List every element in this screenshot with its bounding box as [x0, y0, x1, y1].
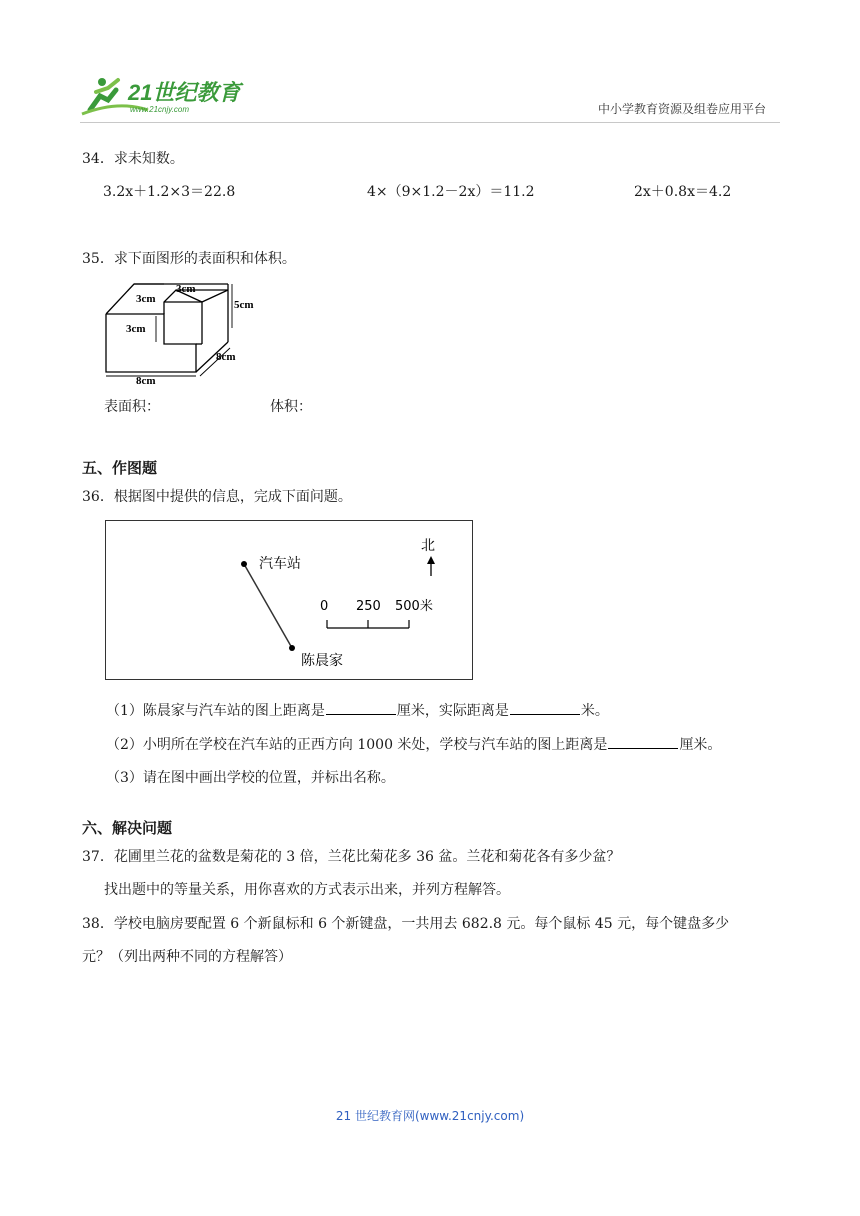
dim-label-2: 3cm	[176, 283, 196, 295]
q36-p1-text-c: 米。	[580, 703, 609, 719]
cuboid-figure	[104, 278, 264, 386]
scale-label-250: 250	[356, 599, 381, 614]
q37-line-1: 37．花圃里兰花的盆数是菊花的 3 倍，兰花比菊花多 36 盆。兰花和菊花各有多少盆？	[82, 849, 621, 865]
q36-p2-text-a: （2）小明所在学校在汽车站的正西方向 1000 米处，学校与汽车站的图上距离是	[106, 737, 608, 753]
station-label: 汽车站	[259, 556, 301, 572]
home-label: 陈晨家	[301, 653, 343, 669]
q34-equation-2: 4×（9×1.2－2x）＝11.2	[367, 184, 535, 200]
section-5-heading: 五、作图题	[82, 459, 158, 477]
answer-blank-1[interactable]	[326, 702, 396, 715]
dim-label-5: 8cm	[216, 351, 236, 363]
scale-label-500: 500米	[395, 599, 433, 614]
q34-equation-1: 3.2x＋1.2×3＝22.8	[103, 184, 236, 200]
site-logo	[78, 70, 258, 118]
station-point	[241, 561, 247, 567]
map-figure	[105, 520, 473, 680]
section-6-heading: 六、解决问题	[82, 819, 173, 837]
q35-title: 35．求下面图形的表面积和体积。	[82, 251, 296, 267]
q36-part-1	[106, 700, 609, 720]
answer-blank-2[interactable]	[510, 702, 580, 715]
dim-label-4: 5cm	[234, 299, 254, 311]
header-divider	[80, 122, 780, 123]
dim-label-6: 8cm	[136, 375, 156, 386]
home-point	[289, 645, 295, 651]
logo-url: www.21cnjy.com	[130, 105, 189, 114]
footer-link[interactable]: 21 世纪教育网(www.21cnjy.com)	[335, 1109, 525, 1123]
q34-title: 34．求未知数。	[82, 151, 184, 167]
q36-p2-text-b: 厘米。	[679, 737, 722, 753]
logo-text: 21世纪教育	[128, 80, 241, 105]
q36-part-2	[106, 734, 721, 754]
q36-title: 36．根据图中提供的信息，完成下面问题。	[82, 489, 352, 505]
platform-tagline: 中小学教育资源及组卷应用平台	[598, 102, 767, 116]
scale-label-0: 0	[320, 599, 329, 614]
north-label: 北	[421, 538, 435, 554]
volume-label: 体积：	[270, 399, 312, 415]
q34-equation-3: 2x＋0.8x＝4.2	[634, 184, 732, 200]
q38-line-1: 38．学校电脑房要配置 6 个新鼠标和 6 个新键盘，一共用去 682.8 元。每个鼠标 45 元，每个键盘多少	[82, 916, 730, 932]
q36-p1-text-b: 厘米，实际距离是	[396, 703, 509, 719]
dim-label-1: 3cm	[136, 293, 156, 305]
q38-line-2: 元？（列出两种不同的方程解答）	[82, 949, 292, 965]
q36-part-3: （3）请在图中画出学校的位置，并标出名称。	[106, 770, 395, 786]
dim-label-3: 3cm	[126, 323, 146, 335]
answer-blank-3[interactable]	[608, 736, 678, 749]
q36-p1-text-a: （1）陈晨家与汽车站的图上距离是	[106, 703, 325, 719]
surface-area-label: 表面积：	[104, 399, 160, 415]
q37-line-2: 找出题中的等量关系，用你喜欢的方式表示出来，并列方程解答。	[104, 882, 510, 898]
